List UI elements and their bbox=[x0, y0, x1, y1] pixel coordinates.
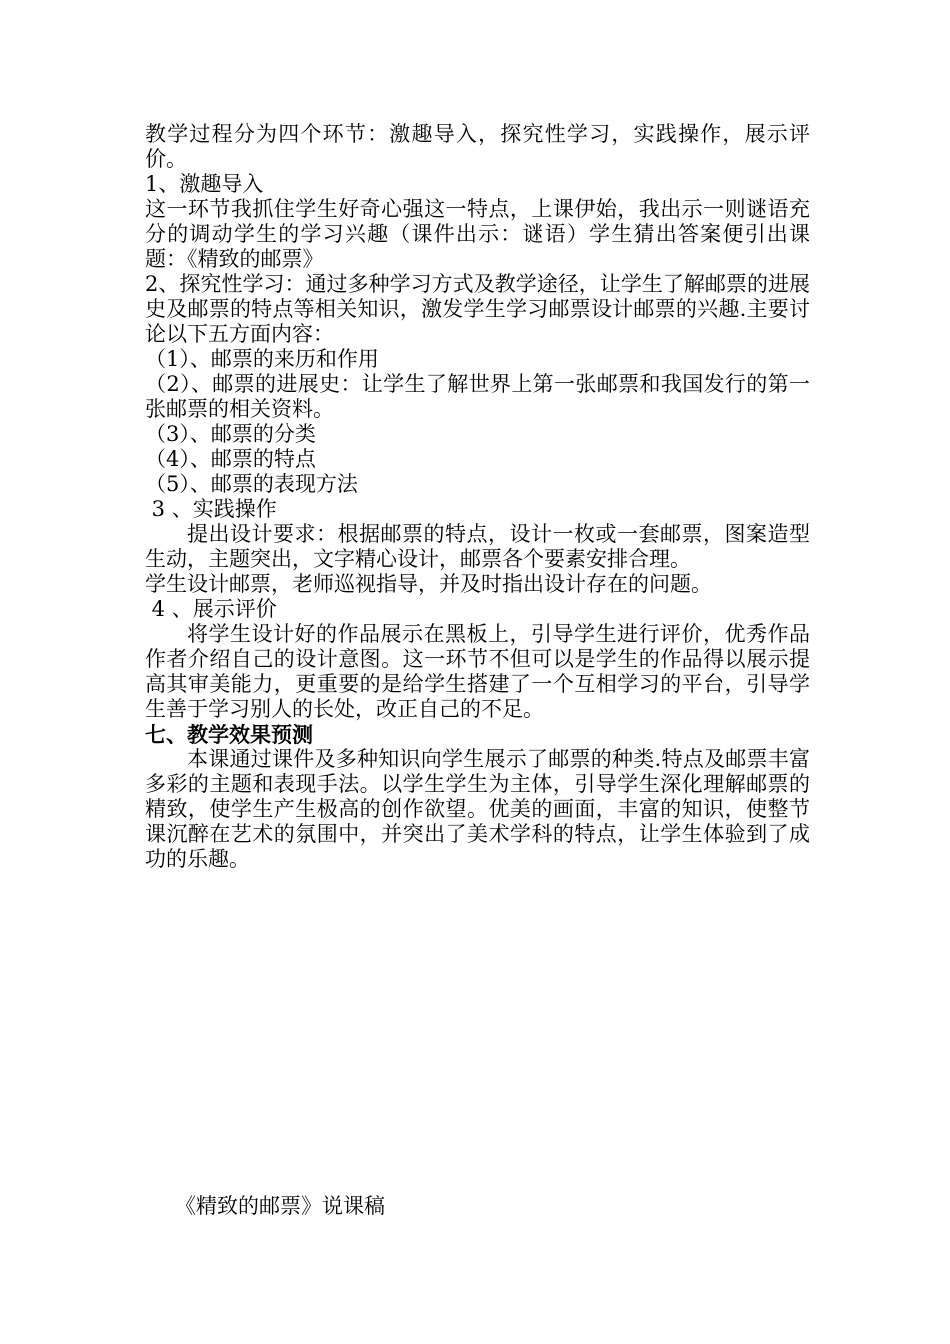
section-4-title: 4 、展示评价 bbox=[145, 597, 277, 621]
section-1-paragraph: 这一环节我抓住学生好奇心强这一特点，上课伊始，我出示一则谜语充分的调动学生的学习兴趣（课件出示：谜语）学生猜出答案便引出课题：《精致的邮票》 bbox=[145, 197, 810, 271]
footer-title: 《精致的邮票》说课稿 bbox=[175, 1194, 385, 1218]
list-item-2: （2）、邮票的进展史：让学生了解世界上第一张邮票和我国发行的第一张邮票的相关资料。 bbox=[145, 372, 810, 421]
list-item-1: （1）、邮票的来历和作用 bbox=[145, 347, 379, 371]
section-3-paragraph-2: 学生设计邮票，老师巡视指导，并及时指出设计存在的问题。 bbox=[145, 572, 712, 596]
document-body bbox=[145, 122, 810, 872]
intro-paragraph: 教学过程分为四个环节：激趣导入，探究性学习，实践操作，展示评价。 bbox=[145, 122, 810, 171]
section-3-paragraph-1: 提出设计要求：根据邮票的特点，设计一枚或一套邮票，图案造型生动，主题突出，文字精心设计，邮票各个要素安排合理。 bbox=[145, 522, 810, 571]
section-1-title: 1、激趣导入 bbox=[145, 172, 264, 196]
section-3-title: 3 、实践操作 bbox=[145, 497, 277, 521]
section-2-paragraph: 2、探究性学习：通过多种学习方式及教学途径，让学生了解邮票的进展史及邮票的特点等相关知识，激发学生学习邮票设计邮票的兴趣.主要讨论以下五方面内容： bbox=[145, 272, 810, 346]
section-7-heading: 七、教学效果预测 bbox=[145, 722, 313, 747]
section-4-paragraph: 将学生设计好的作品展示在黑板上，引导学生进行评价，优秀作品作者介绍自己的设计意图。这一环节不但可以是学生的作品得以展示提高其审美能力，更重要的是给学生搭建了一个互相学习的平台，引导学生善于学习别人的长处，改正自己的不足。 bbox=[145, 622, 810, 721]
section-7-paragraph: 本课通过课件及多种知识向学生展示了邮票的种类.特点及邮票丰富多彩的主题和表现手法。以学生学生为主体，引导学生深化理解邮票的精致，使学生产生极高的创作欲望。优美的画面，丰富的知识，使整节课沉醉在艺术的氛围中，并突出了美术学科的特点，让学生体验到了成功的乐趣。 bbox=[145, 747, 810, 871]
list-item-5: （5）、邮票的表现方法 bbox=[145, 472, 358, 496]
list-item-3: （3）、邮票的分类 bbox=[145, 422, 316, 446]
list-item-4: （4）、邮票的特点 bbox=[145, 447, 316, 471]
